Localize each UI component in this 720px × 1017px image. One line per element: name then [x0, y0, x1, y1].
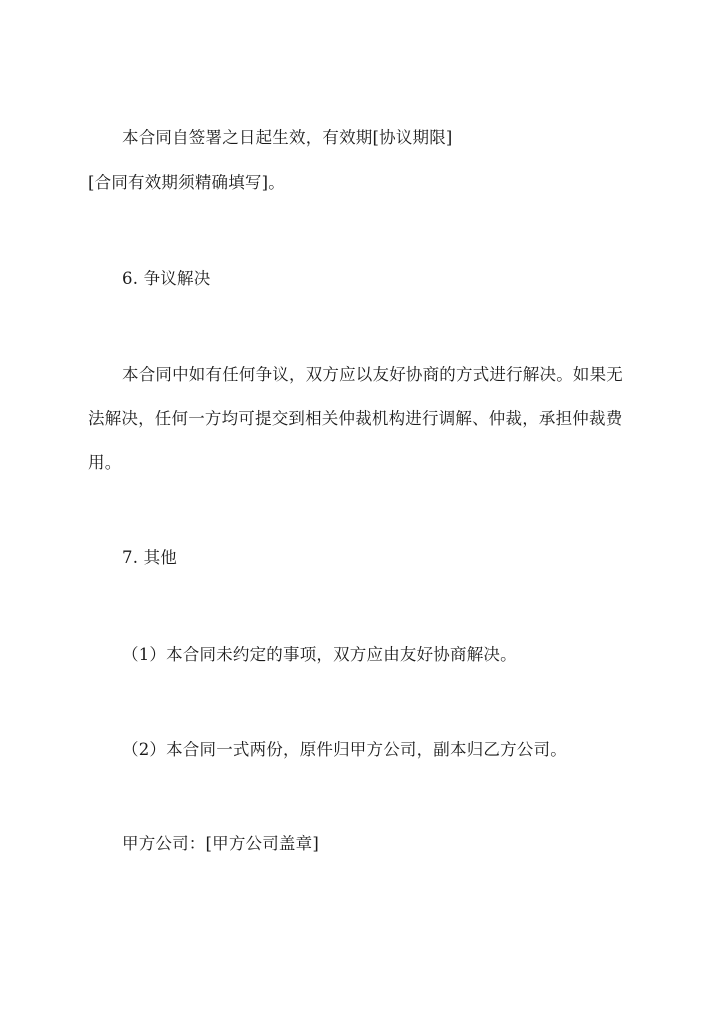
- section-6-heading: 6. 争议解决: [122, 269, 211, 288]
- party-a-signature-line: 甲方公司：[甲方公司盖章]: [122, 834, 319, 853]
- validity-paragraph-line-1: 本合同自签署之日起生效，有效期[协议期限]: [122, 128, 453, 147]
- dispute-paragraph-line-2: 法解决，任何一方均可提交到相关仲裁机构进行调解、仲裁，承担仲裁费: [88, 409, 623, 428]
- dispute-paragraph-line-1: 本合同中如有任何争议，双方应以友好协商的方式进行解决。如果无: [122, 365, 623, 384]
- section-7-heading: 7. 其他: [122, 548, 177, 567]
- other-item-2: （2）本合同一式两份，原件归甲方公司，副本归乙方公司。: [122, 740, 567, 759]
- other-item-1: （1）本合同未约定的事项，双方应由友好协商解决。: [122, 645, 517, 664]
- dispute-paragraph-line-3: 用。: [88, 453, 122, 472]
- validity-paragraph-line-2: [合同有效期须精确填写]。: [88, 173, 285, 192]
